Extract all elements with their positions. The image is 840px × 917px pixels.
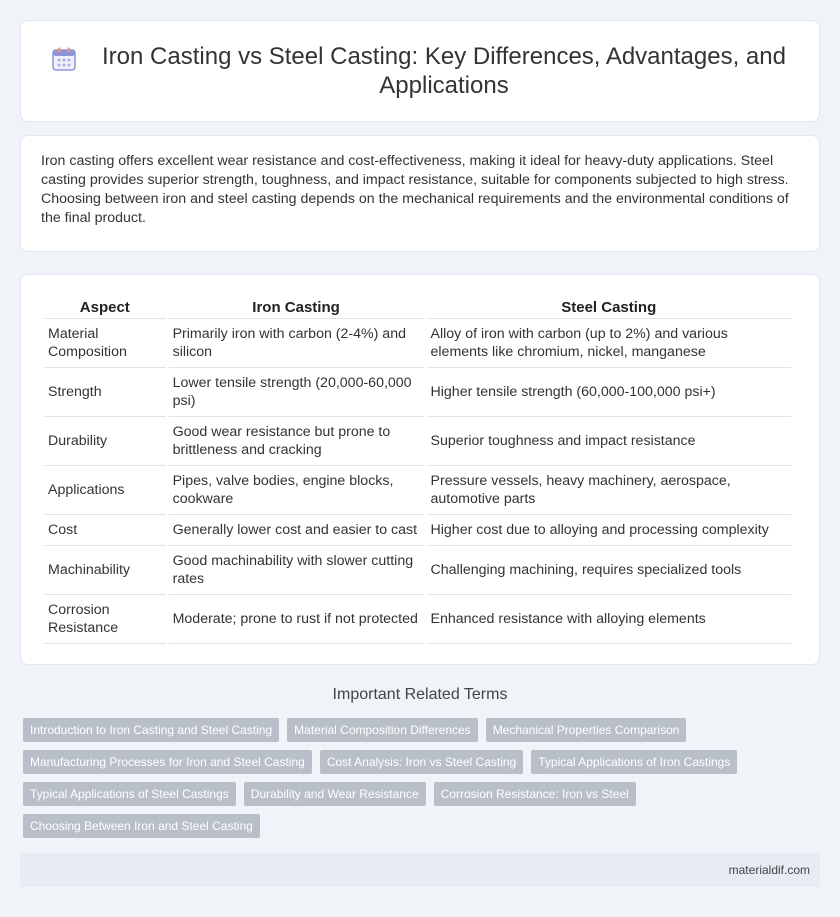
table-cell: Pressure vessels, heavy machinery, aerospace, automotive parts bbox=[427, 466, 791, 515]
table-cell: Strength bbox=[44, 368, 166, 417]
table-cell: Good machinability with slower cutting rates bbox=[169, 546, 424, 595]
related-term-tag[interactable]: Material Composition Differences bbox=[287, 718, 478, 742]
table-cell: Higher cost due to alloying and processing complexity bbox=[427, 515, 791, 546]
table-cell: Lower tensile strength (20,000-60,000 psi) bbox=[169, 368, 424, 417]
intro-card bbox=[20, 135, 820, 252]
table-cell: Machinability bbox=[44, 546, 166, 595]
table-cell: Cost bbox=[44, 515, 166, 546]
table-cell: Generally lower cost and easier to cast bbox=[169, 515, 424, 546]
table-cell: Moderate; prone to rust if not protected bbox=[169, 595, 424, 644]
related-term-tag[interactable]: Durability and Wear Resistance bbox=[244, 782, 426, 806]
comparison-table-card bbox=[20, 274, 820, 665]
table-cell: Primarily iron with carbon (2-4%) and silicon bbox=[169, 319, 424, 368]
related-term-tag[interactable]: Cost Analysis: Iron vs Steel Casting bbox=[320, 750, 523, 774]
table-header-cell: Iron Casting bbox=[169, 295, 424, 319]
table-cell: Pipes, valve bodies, engine blocks, cookware bbox=[169, 466, 424, 515]
related-term-tag[interactable]: Typical Applications of Iron Castings bbox=[531, 750, 737, 774]
table-cell: Superior toughness and impact resistance bbox=[427, 417, 791, 466]
table-row bbox=[44, 368, 791, 417]
table-header-row bbox=[44, 295, 791, 319]
table-cell: Alloy of iron with carbon (up to 2%) and various elements like chromium, nickel, manganese bbox=[427, 319, 791, 368]
table-cell: Durability bbox=[44, 417, 166, 466]
table-cell: Higher tensile strength (60,000-100,000 psi+) bbox=[427, 368, 791, 417]
related-term-tag[interactable]: Choosing Between Iron and Steel Casting bbox=[23, 814, 260, 838]
page-title: Iron Casting vs Steel Casting: Key Differences, Advantages, and Applications bbox=[102, 43, 786, 99]
related-term-tag[interactable]: Corrosion Resistance: Iron vs Steel bbox=[434, 782, 636, 806]
footer-bar bbox=[20, 853, 820, 887]
related-terms-title: Important Related Terms bbox=[332, 686, 508, 703]
table-header-cell: Steel Casting bbox=[427, 295, 791, 319]
table-cell: Applications bbox=[44, 466, 166, 515]
related-terms-list bbox=[23, 718, 783, 846]
table-cell: Enhanced resistance with alloying elements bbox=[427, 595, 791, 644]
footer-site-link[interactable]: materialdif.com bbox=[728, 863, 810, 877]
intro-text: Iron casting offers excellent wear resistance and cost-effectiveness, making it ideal for heavy-duty applications. Steel casting provides superior strength, toughness, and impact resistance, suitable for components subjected to high stress. Choosing between iron and steel casting depends on the mechanical requirements and the environmental conditions of the final product. bbox=[41, 153, 789, 226]
table-cell: Material Composition bbox=[44, 319, 166, 368]
table-row bbox=[44, 466, 791, 515]
header-card bbox=[20, 20, 820, 122]
related-term-tag[interactable]: Introduction to Iron Casting and Steel Casting bbox=[23, 718, 279, 742]
table-cell: Challenging machining, requires specialized tools bbox=[427, 546, 791, 595]
table-cell: Good wear resistance but prone to brittleness and cracking bbox=[169, 417, 424, 466]
table-row bbox=[44, 417, 791, 466]
table-header-cell: Aspect bbox=[44, 295, 166, 319]
related-term-tag[interactable]: Manufacturing Processes for Iron and Steel Casting bbox=[23, 750, 312, 774]
table-row bbox=[44, 546, 791, 595]
comparison-table bbox=[41, 295, 794, 644]
table-row bbox=[44, 319, 791, 368]
related-term-tag[interactable]: Typical Applications of Steel Castings bbox=[23, 782, 236, 806]
related-term-tag[interactable]: Mechanical Properties Comparison bbox=[486, 718, 687, 742]
table-row bbox=[44, 595, 791, 644]
table-cell: Corrosion Resistance bbox=[44, 595, 166, 644]
table-row bbox=[44, 515, 791, 546]
calendar-icon bbox=[51, 46, 77, 72]
